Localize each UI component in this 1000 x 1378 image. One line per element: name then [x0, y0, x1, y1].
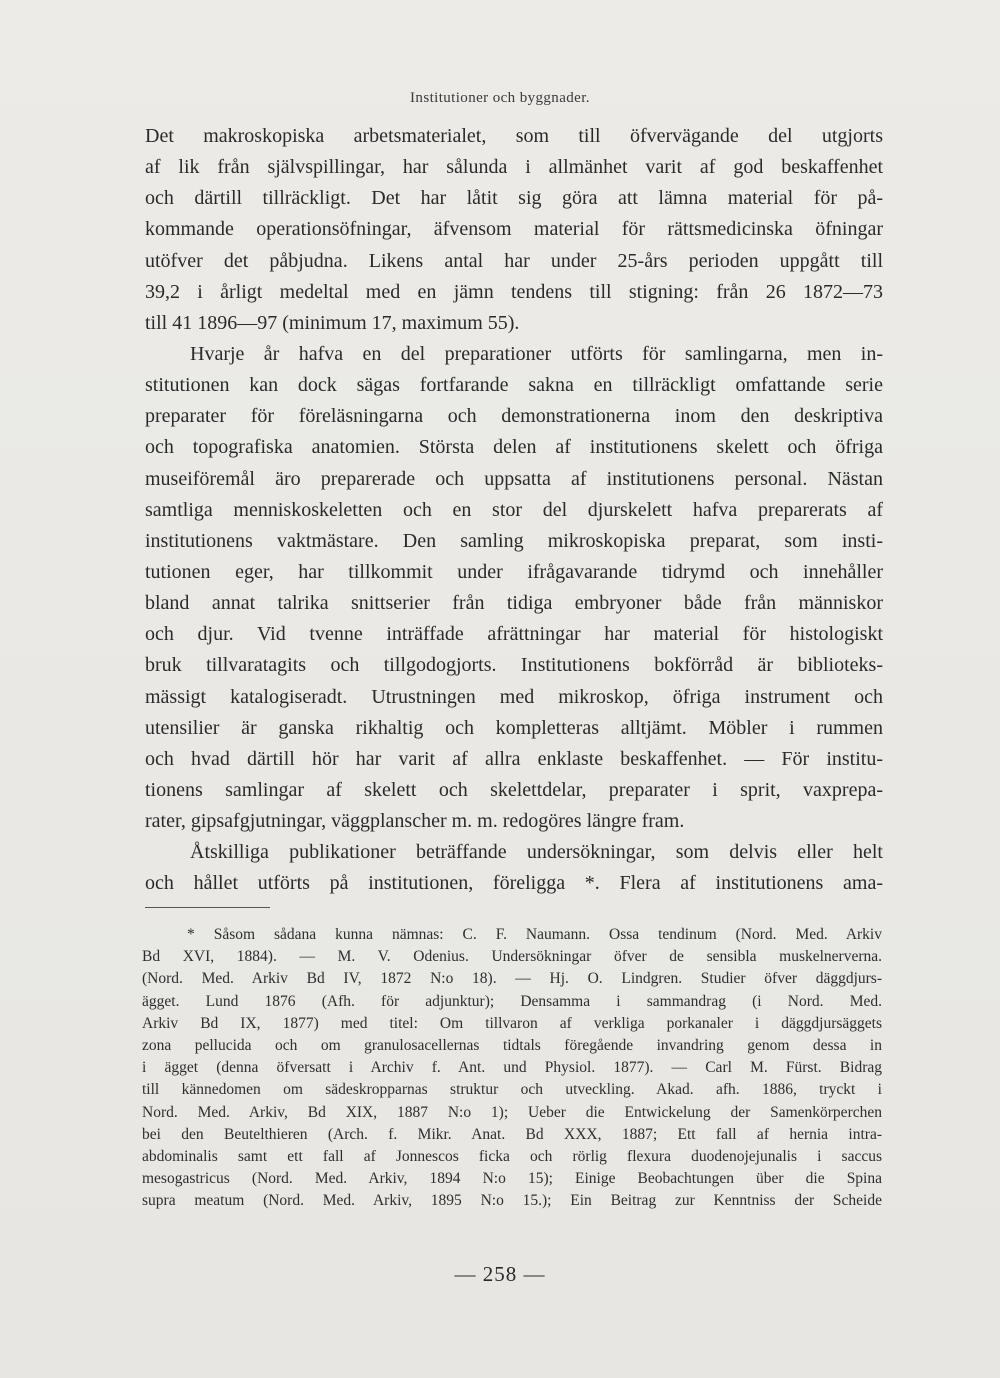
- body-line: 39,2 i årligt medeltal med en jämn tendens till stigning: från 26 1872—73: [145, 280, 883, 303]
- footnote-line: till kännedomen om sädeskropparnas struktur och utveckling. Akad. afh. 1886, tryckt i: [142, 1081, 882, 1099]
- footnote-line: mesogastricus (Nord. Med. Arkiv, 1894 N:o 15); Einige Beobachtungen über die Spina: [142, 1170, 882, 1188]
- body-line: museiföremål äro preparerade och uppsatta af institutionens personal. Nästan: [145, 467, 883, 490]
- footnote-line: (Nord. Med. Arkiv Bd IV, 1872 N:o 18). — Hj. O. Lindgren. Studier öfver däggdjurs-: [142, 970, 882, 988]
- body-line: stitutionen kan dock sägas fortfarande sakna en tillräckligt omfattande serie: [145, 374, 883, 397]
- body-line: tutionen eger, har tillkommit under ifrågavarande tidrymd och innehåller: [145, 560, 883, 583]
- footnote-line: * Såsom sådana kunna nämnas: C. F. Naumann. Ossa tendinum (Nord. Med. Arkiv: [187, 926, 882, 943]
- body-line: utensilier är ganska rikhaltig och kompletteras alltjämt. Möbler i rummen: [145, 716, 883, 739]
- body-line: och därtill tillräckligt. Det har låtit sig göra att lämna material för på-: [145, 187, 883, 210]
- body-line: till 41 1896—97 (minimum 17, maximum 55).: [145, 311, 520, 334]
- body-line: preparater för föreläsningarna och demonstrationerna inom den deskriptiva: [145, 405, 883, 428]
- running-head: Institutioner och byggnader.: [410, 90, 590, 106]
- body-line: Det makroskopiska arbetsmaterialet, som till öfvervägande del utgjorts: [145, 125, 883, 147]
- body-line: samtliga menniskoskeletten och en stor del djurskelett hafva preparerats af: [145, 498, 883, 521]
- body-line: och djur. Vid tvenne inträffade afrättningar har material för histologiskt: [145, 623, 883, 646]
- footnote-line: bei den Beutelthieren (Arch. f. Mikr. Anat. Bd XXX, 1887; Ett fall af hernia intra-: [142, 1125, 882, 1143]
- footnote-line: supra meatum (Nord. Med. Arkiv, 1895 N:o 15.); Ein Beitrag zur Kenntniss der Scheide: [142, 1192, 882, 1210]
- body-line: bland annat talrika snittserier från tidiga embryoner både från människor: [145, 592, 883, 615]
- body-line: mässigt katalogiseradt. Utrustningen med mikroskop, öfriga instrument och: [145, 685, 883, 708]
- body-line: utöfver det påbjudna. Likens antal har under 25-års perioden uppgått till: [145, 249, 883, 272]
- footnote-line: ägget. Lund 1876 (Afh. för adjunktur); Densamma i sammandrag (i Nord. Med.: [142, 992, 882, 1010]
- body-line: och hvad därtill hör har varit af allra enklaste beskaffenhet. — För institu-: [145, 747, 883, 770]
- body-line: och hållet utförts på institutionen, föreligga *. Flera af institutionens ama-: [145, 872, 883, 895]
- footnote-line: zona pellucida och om granulosacellernas tidtals föregående invandring genom dessa in: [142, 1036, 882, 1054]
- page-number: — 258 —: [454, 1262, 546, 1286]
- footnote-line: abdominalis samt ett fall af Jonnescos ficka och rörlig flexura duodenojejunalis i saccus: [142, 1147, 882, 1165]
- body-line: bruk tillvaratagits och tillgodogjorts. Institutionens bokförråd är biblioteks-: [145, 654, 883, 677]
- body-line: Hvarje år hafva en del preparationer utförts för samlingarna, men in-: [190, 342, 883, 365]
- footnote-line: i ägget (denna öfversatt i Archiv f. Ant. und Physiol. 1877). — Carl M. Fürst. Bidrag: [142, 1059, 882, 1077]
- footnotes: [142, 924, 882, 1212]
- body-line: rater, gipsafgjutningar, väggplanscher m. m. redogöres längre fram.: [145, 810, 685, 833]
- body-text: [145, 121, 883, 900]
- body-line: Åtskilliga publikationer beträffande undersökningar, som delvis eller helt: [190, 841, 883, 864]
- footnote-rule: [145, 907, 270, 908]
- body-line: institutionens vaktmästare. Den samling mikroskopiska preparat, som insti-: [145, 529, 883, 552]
- body-line: kommande operationsöfningar, äfvensom material för rättsmedicinska öfningar: [145, 218, 883, 241]
- footnote-line: Bd XVI, 1884). — M. V. Odenius. Undersökningar öfver de sensibla muskelnerverna.: [142, 948, 882, 966]
- footnote-line: Nord. Med. Arkiv, Bd XIX, 1887 N:o 1); Ueber die Entwickelung der Samenkörperchen: [142, 1103, 882, 1121]
- body-line: af lik från självspillingar, har sålunda i allmänhet varit af god beskaffenhet: [145, 156, 883, 179]
- body-line: tionens samlingar af skelett och skelettdelar, preparater i sprit, vaxprepa-: [145, 778, 883, 801]
- footnote-line: Arkiv Bd IX, 1877) med titel: Om tillvaron af verkliga porkanaler i däggdjursäggets: [142, 1014, 882, 1032]
- body-line: och topografiska anatomien. Största delen af institutionens skelett och öfriga: [145, 436, 883, 459]
